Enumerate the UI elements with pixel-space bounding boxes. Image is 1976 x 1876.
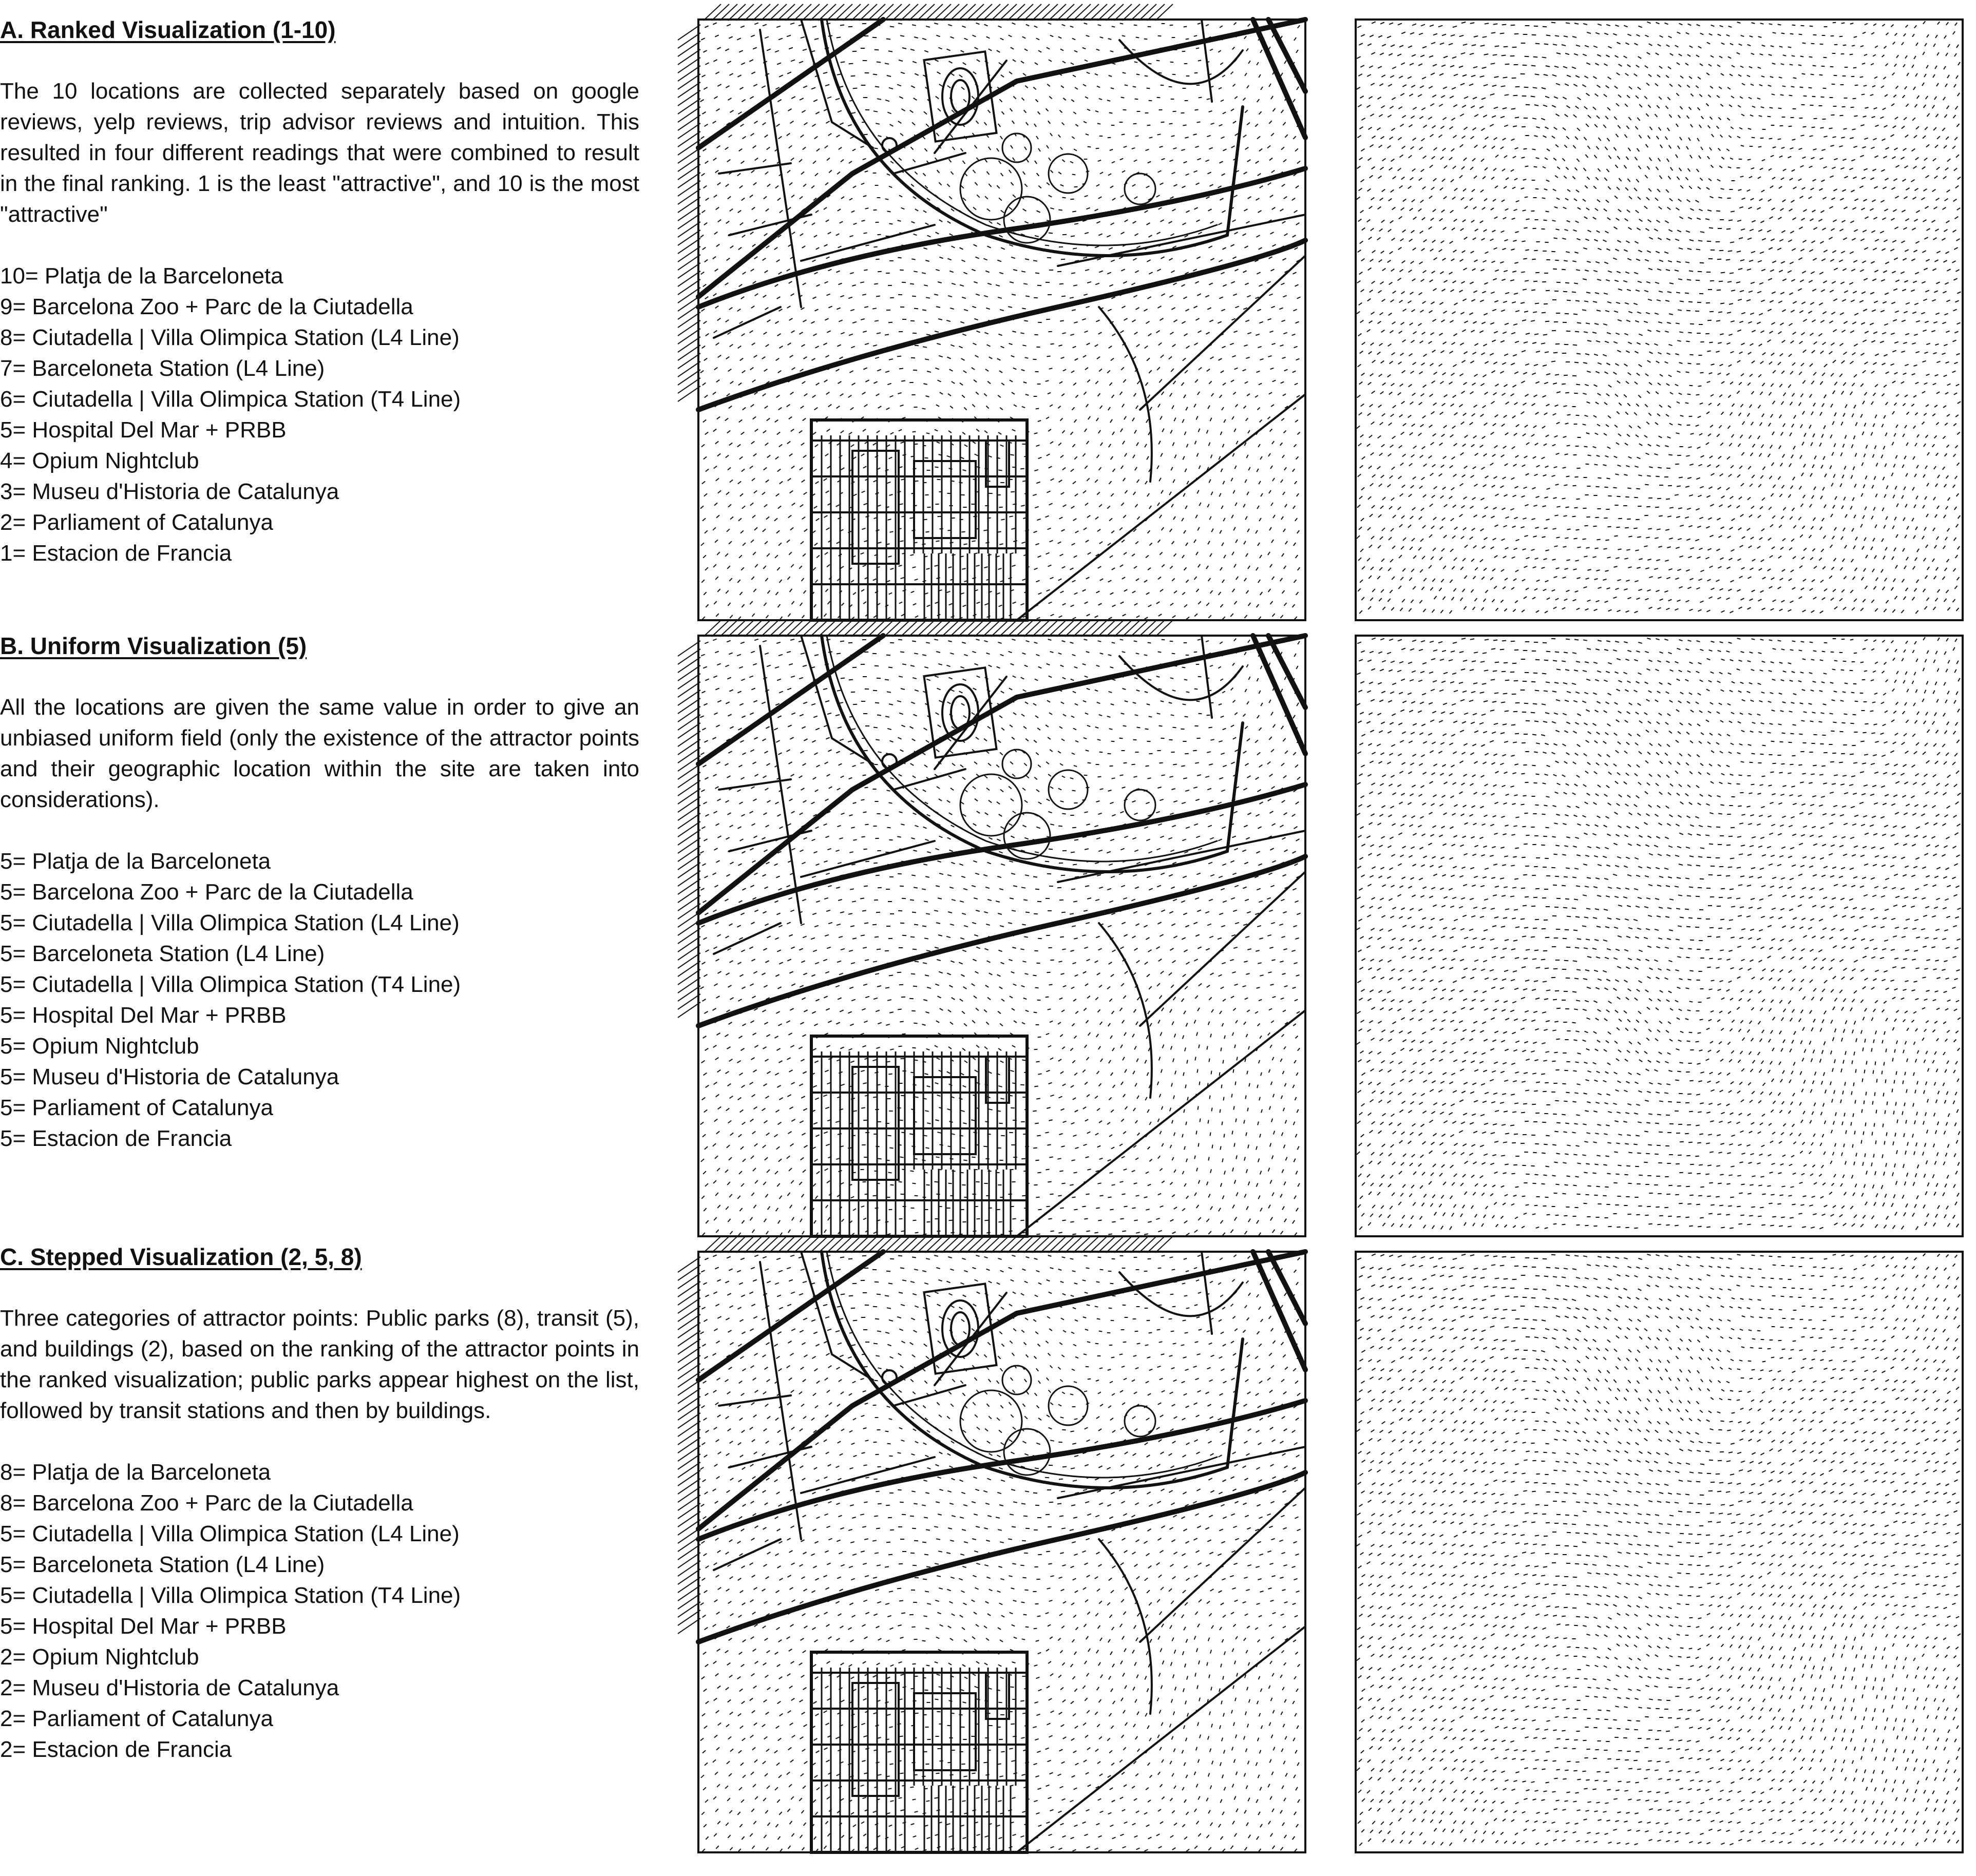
major-road — [698, 1401, 1305, 1539]
list-item: 5= Hospital Del Mar + PRBB — [0, 1003, 287, 1028]
block-outline — [811, 420, 1027, 620]
enclosure — [1002, 1366, 1031, 1394]
ranking-list — [0, 846, 639, 1154]
major-road — [1268, 636, 1305, 707]
list-item: 2= Museu d'Historia de Catalunya — [0, 1675, 339, 1700]
panel-frame — [1356, 20, 1963, 620]
list-item: 3= Museu d'Historia de Catalunya — [0, 479, 339, 504]
fountain-inner — [951, 1312, 970, 1345]
vector-field — [1356, 637, 1961, 1230]
minor-road — [714, 1539, 781, 1570]
list-item: 5= Platja de la Barceloneta — [0, 849, 271, 874]
major-road — [698, 20, 883, 148]
list-item: 5= Ciutadella | Villa Olimpica Station (T4 Line) — [0, 1583, 461, 1608]
city-blocks — [811, 1652, 1027, 1852]
park-boundary — [822, 1252, 1243, 1488]
minor-road — [1058, 1447, 1305, 1498]
city-blocks — [811, 1036, 1027, 1236]
block-outline — [811, 1036, 1027, 1236]
vector-field-strokes — [1356, 1254, 1961, 1846]
minor-road — [760, 646, 801, 923]
major-road — [698, 168, 1305, 307]
ranking-list — [0, 1457, 639, 1765]
enclosure — [960, 774, 1022, 836]
enclosure — [960, 158, 1022, 220]
vector-field — [1356, 1254, 1961, 1846]
list-item: 5= Hospital Del Mar + PRBB — [0, 417, 287, 443]
enclosure — [1049, 154, 1088, 193]
list-item: 5= Museu d'Historia de Catalunya — [0, 1064, 339, 1089]
fountain-oval — [942, 684, 978, 741]
enclosure — [1125, 174, 1155, 204]
list-item: 9= Barcelona Zoo + Parc de la Ciutadella — [0, 294, 413, 319]
minor-road — [1140, 256, 1305, 410]
list-item: 5= Hospital Del Mar + PRBB — [0, 1614, 287, 1639]
list-item: 5= Estacion de Francia — [0, 1126, 232, 1151]
map-field-panel-ranked — [698, 20, 1305, 620]
minor-road — [760, 30, 801, 307]
minor-road — [1202, 20, 1212, 102]
section-title: A. Ranked Visualization (1-10) — [0, 16, 336, 43]
major-road — [698, 1252, 1305, 1529]
city-blocks — [811, 420, 1027, 620]
vector-field-strokes — [1356, 637, 1961, 1230]
panel-frame — [1356, 636, 1963, 1236]
enclosure — [1002, 750, 1031, 778]
list-item: 8= Ciutadella | Villa Olimpica Station (L4 Line) — [0, 325, 460, 350]
list-item: 5= Opium Nightclub — [0, 1033, 199, 1059]
list-item: 2= Parliament of Catalunya — [0, 1706, 273, 1731]
list-item: 5= Barceloneta Station (L4 Line) — [0, 941, 325, 966]
list-item: 5= Parliament of Catalunya — [0, 1095, 273, 1120]
section-description: The 10 locations are collected separately based on google reviews, yelp reviews, trip advisor reviews and intuition. This resulted in four different readings that were combined to result in the final ranking. 1 is the least "attractive", and 10 is the most "attractive" — [0, 79, 639, 227]
minor-road — [760, 1262, 801, 1539]
major-road — [1268, 1252, 1305, 1324]
section-stepped — [0, 1241, 639, 1765]
enclosure — [1004, 1429, 1050, 1475]
minor-road — [1140, 1488, 1305, 1642]
list-item: 4= Opium Nightclub — [0, 448, 199, 473]
panel-frame — [1356, 1252, 1963, 1852]
major-road — [698, 784, 1305, 923]
enclosure — [1125, 1406, 1155, 1437]
major-road — [698, 240, 1305, 410]
ranking-list — [0, 261, 639, 569]
major-road — [1268, 20, 1305, 91]
enclosure — [1002, 133, 1031, 162]
minor-road — [894, 769, 965, 790]
field-panel-uniform — [1356, 636, 1963, 1236]
minor-road — [729, 831, 811, 851]
list-item: 5= Barcelona Zoo + Parc de la Ciutadella — [0, 879, 413, 905]
minor-road — [1017, 394, 1305, 620]
minor-road — [714, 923, 781, 954]
minor-road — [729, 215, 811, 235]
fountain-oval — [942, 68, 978, 125]
vector-field — [1356, 21, 1961, 614]
section-uniform — [0, 630, 639, 1154]
minor-road — [894, 153, 965, 174]
enclosure — [1049, 770, 1088, 809]
minor-road — [1202, 636, 1212, 718]
minor-road — [714, 307, 781, 338]
minor-road — [1058, 831, 1305, 882]
section-description: Three categories of attractor points: Public parks (8), transit (5), and buildings (2), based on the ranking of the attractor points in the ranked visualization; public parks appear highest on the list, followed by transit stations and then by buildings. — [0, 1306, 639, 1423]
section-title: C. Stepped Visualization (2, 5, 8) — [0, 1243, 362, 1270]
major-road — [698, 856, 1305, 1026]
list-item: 7= Barceloneta Station (L4 Line) — [0, 356, 325, 381]
minor-road — [1202, 1252, 1212, 1334]
enclosure — [1049, 1386, 1088, 1425]
enclosure — [1004, 813, 1050, 859]
minor-road — [1017, 1626, 1305, 1852]
fountain-inner — [951, 696, 970, 729]
list-item: 2= Estacion de Francia — [0, 1737, 232, 1762]
major-road — [698, 1472, 1305, 1642]
minor-road — [1058, 215, 1305, 266]
field-panel-stepped — [1356, 1252, 1963, 1852]
fountain-inner — [951, 80, 970, 113]
minor-road — [1140, 872, 1305, 1026]
major-road — [698, 636, 1305, 913]
major-road — [698, 20, 1305, 297]
enclosure — [1125, 790, 1155, 820]
fountain-oval — [942, 1300, 978, 1357]
vector-field-strokes — [1356, 21, 1961, 614]
minor-road — [1017, 1010, 1305, 1236]
enclosure — [960, 1390, 1022, 1452]
map-field-panel-stepped — [698, 1252, 1305, 1852]
section-ranked — [0, 14, 639, 569]
minor-road — [729, 1447, 811, 1467]
list-item: 8= Platja de la Barceloneta — [0, 1460, 271, 1485]
major-road — [698, 1252, 883, 1380]
major-road — [698, 636, 883, 764]
list-item: 1= Estacion de Francia — [0, 541, 232, 566]
list-item: 5= Ciutadella | Villa Olimpica Station (T4 Line) — [0, 972, 461, 997]
block-outline — [811, 1652, 1027, 1852]
list-item: 5= Barceloneta Station (L4 Line) — [0, 1552, 325, 1577]
map-field-panel-uniform — [698, 636, 1305, 1236]
field-panel-ranked — [1356, 20, 1963, 620]
section-title: B. Uniform Visualization (5) — [0, 633, 307, 659]
list-item: 8= Barcelona Zoo + Parc de la Ciutadella — [0, 1490, 413, 1516]
park-boundary — [822, 20, 1243, 256]
list-item: 2= Opium Nightclub — [0, 1644, 199, 1670]
section-description: All the locations are given the same value in order to give an unbiased uniform field (only the existence of the attractor points and their geographic location within the site are taken into considerations). — [0, 695, 639, 812]
minor-road — [894, 1385, 965, 1406]
list-item: 6= Ciutadella | Villa Olimpica Station (T4 Line) — [0, 387, 461, 412]
park-boundary — [822, 636, 1243, 872]
list-item: 5= Ciutadella | Villa Olimpica Station (L4 Line) — [0, 1521, 460, 1546]
list-item: 5= Ciutadella | Villa Olimpica Station (L4 Line) — [0, 910, 460, 935]
list-item: 10= Platja de la Barceloneta — [0, 263, 283, 289]
list-item: 2= Parliament of Catalunya — [0, 510, 273, 535]
